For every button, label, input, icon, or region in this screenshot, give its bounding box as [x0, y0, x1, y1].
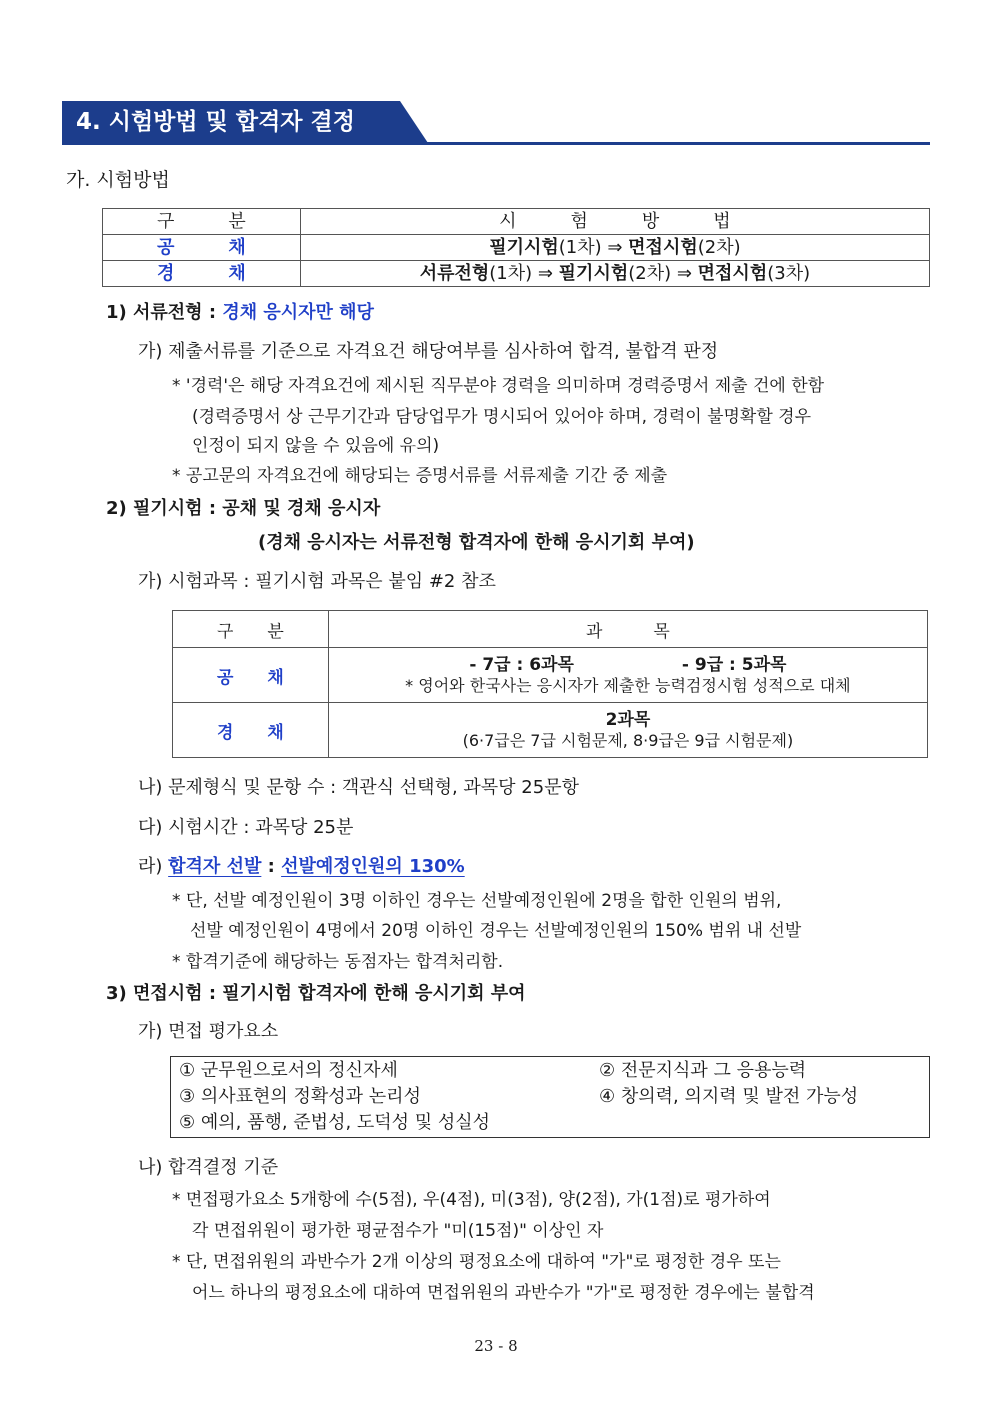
method-table — [102, 208, 930, 287]
factor-item: ③ 의사표현의 정확성과 논리성 — [179, 1086, 421, 1107]
row-type-career: 경 채 — [173, 703, 329, 758]
written-exam-item-b: 나) 문제형식 및 문항 수 : 객관식 선택형, 과목당 25문항 — [138, 777, 579, 798]
document-screening-heading: 1) 서류전형 : 경채 응시자만 해당 — [106, 302, 374, 323]
interview-heading: 3) 면접시험 : 필기시험 합격자에 한해 응시기회 부여 — [106, 983, 526, 1004]
written-exam-item-d: 라) 합격자 선발 : 선발예정인원의 130% — [138, 856, 465, 877]
row-type-open: 공 채 — [103, 235, 301, 261]
table-row — [173, 648, 928, 703]
header-cell-category: 구 분 — [173, 611, 329, 648]
note: 각 면접위원이 평가한 평균점수가 "미(15점)" 이상인 자 — [192, 1221, 604, 1241]
subject-table — [172, 610, 928, 758]
note: * 합격기준에 해당하는 동점자는 합격처리함. — [172, 952, 504, 972]
interview-item-a: 가) 면접 평가요소 — [138, 1021, 279, 1042]
written-exam-item-a: 가) 시험과목 : 필기시험 과목은 붙임 #2 참조 — [138, 571, 496, 592]
table-row — [173, 703, 928, 758]
note: * 단, 선발 예정인원이 3명 이하인 경우는 선발예정인원에 2명을 합한 인원의 범위, — [172, 891, 782, 911]
note: * 공고문의 자격요건에 해당되는 증명서류를 서류제출 기간 중 제출 — [172, 466, 668, 486]
note: 어느 하나의 평정요소에 대하여 면접위원의 과반수가 "가"로 평정한 경우에는 불합격 — [192, 1283, 815, 1303]
note: 인정이 되지 않을 수 있음에 유의) — [192, 436, 440, 456]
interview-item-b: 나) 합격결정 기준 — [138, 1157, 279, 1178]
evaluation-factors-box — [170, 1056, 930, 1138]
row-type-career: 경 채 — [103, 261, 301, 287]
written-exam-heading: 2) 필기시험 : 공채 및 경채 응시자 — [106, 498, 381, 519]
header-cell-method: 시 험 방 법 — [300, 209, 929, 235]
note: * 면접평가요소 5개항에 수(5점), 우(4점), 미(3점), 양(2점), 가(1점)로 평가하여 — [172, 1190, 771, 1210]
row-type-open: 공 채 — [173, 648, 329, 703]
section-title: 4. 시험방법 및 합격자 결정 — [76, 109, 355, 135]
table-header-row — [173, 611, 928, 648]
row-subject-career: 2과목 (6·7급은 7급 시험문제, 8·9급은 9급 시험문제) — [328, 703, 927, 758]
subsection-title: 가. 시험방법 — [66, 169, 170, 191]
note: * 단, 면접위원의 과반수가 2개 이상의 평정요소에 대하여 "가"로 평정한 경우 또는 — [172, 1252, 781, 1272]
factor-item: ② 전문지식과 그 응용능력 — [599, 1060, 807, 1081]
section-banner — [62, 101, 428, 143]
row-method-open: 필기시험(1차) ⇒ 면접시험(2차) — [300, 235, 929, 261]
factor-item: ④ 창의력, 의지력 및 발전 가능성 — [599, 1086, 859, 1107]
factor-item: ① 군무원으로서의 정신자세 — [179, 1060, 398, 1081]
page-number: 23 - 8 — [474, 1337, 518, 1355]
row-subject-open: - 7급 : 6과목 - 9급 : 5과목 * 영어와 한국사는 응시자가 제출한 능력검정시험 성적으로 대체 — [328, 648, 927, 703]
table-row — [103, 235, 930, 261]
table-row — [103, 261, 930, 287]
written-exam-subheading: (경채 응시자는 서류전형 합격자에 한해 응시기회 부여) — [258, 532, 695, 553]
written-exam-item-c: 다) 시험시간 : 과목당 25분 — [138, 817, 354, 838]
table-header-row — [103, 209, 930, 235]
section-divider — [62, 142, 930, 145]
header-cell-category: 구 분 — [103, 209, 301, 235]
note: (경력증명서 상 근무기간과 담당업무가 명시되어 있어야 하며, 경력이 불명확할 경우 — [192, 407, 812, 427]
note: 선발 예정인원이 4명에서 20명 이하인 경우는 선발예정인원의 150% 범위 내 선발 — [190, 921, 802, 941]
factor-item: ⑤ 예의, 품행, 준법성, 도덕성 및 성실성 — [179, 1112, 491, 1133]
note: * '경력'은 해당 자격요건에 제시된 직무분야 경력을 의미하며 경력증명서 제출 건에 한함 — [172, 376, 825, 396]
row-method-career: 서류전형(1차) ⇒ 필기시험(2차) ⇒ 면접시험(3차) — [300, 261, 929, 287]
document-screening-item-a: 가) 제출서류를 기준으로 자격요건 해당여부를 심사하여 합격, 불합격 판정 — [138, 341, 719, 362]
header-cell-subject: 과 목 — [328, 611, 927, 648]
